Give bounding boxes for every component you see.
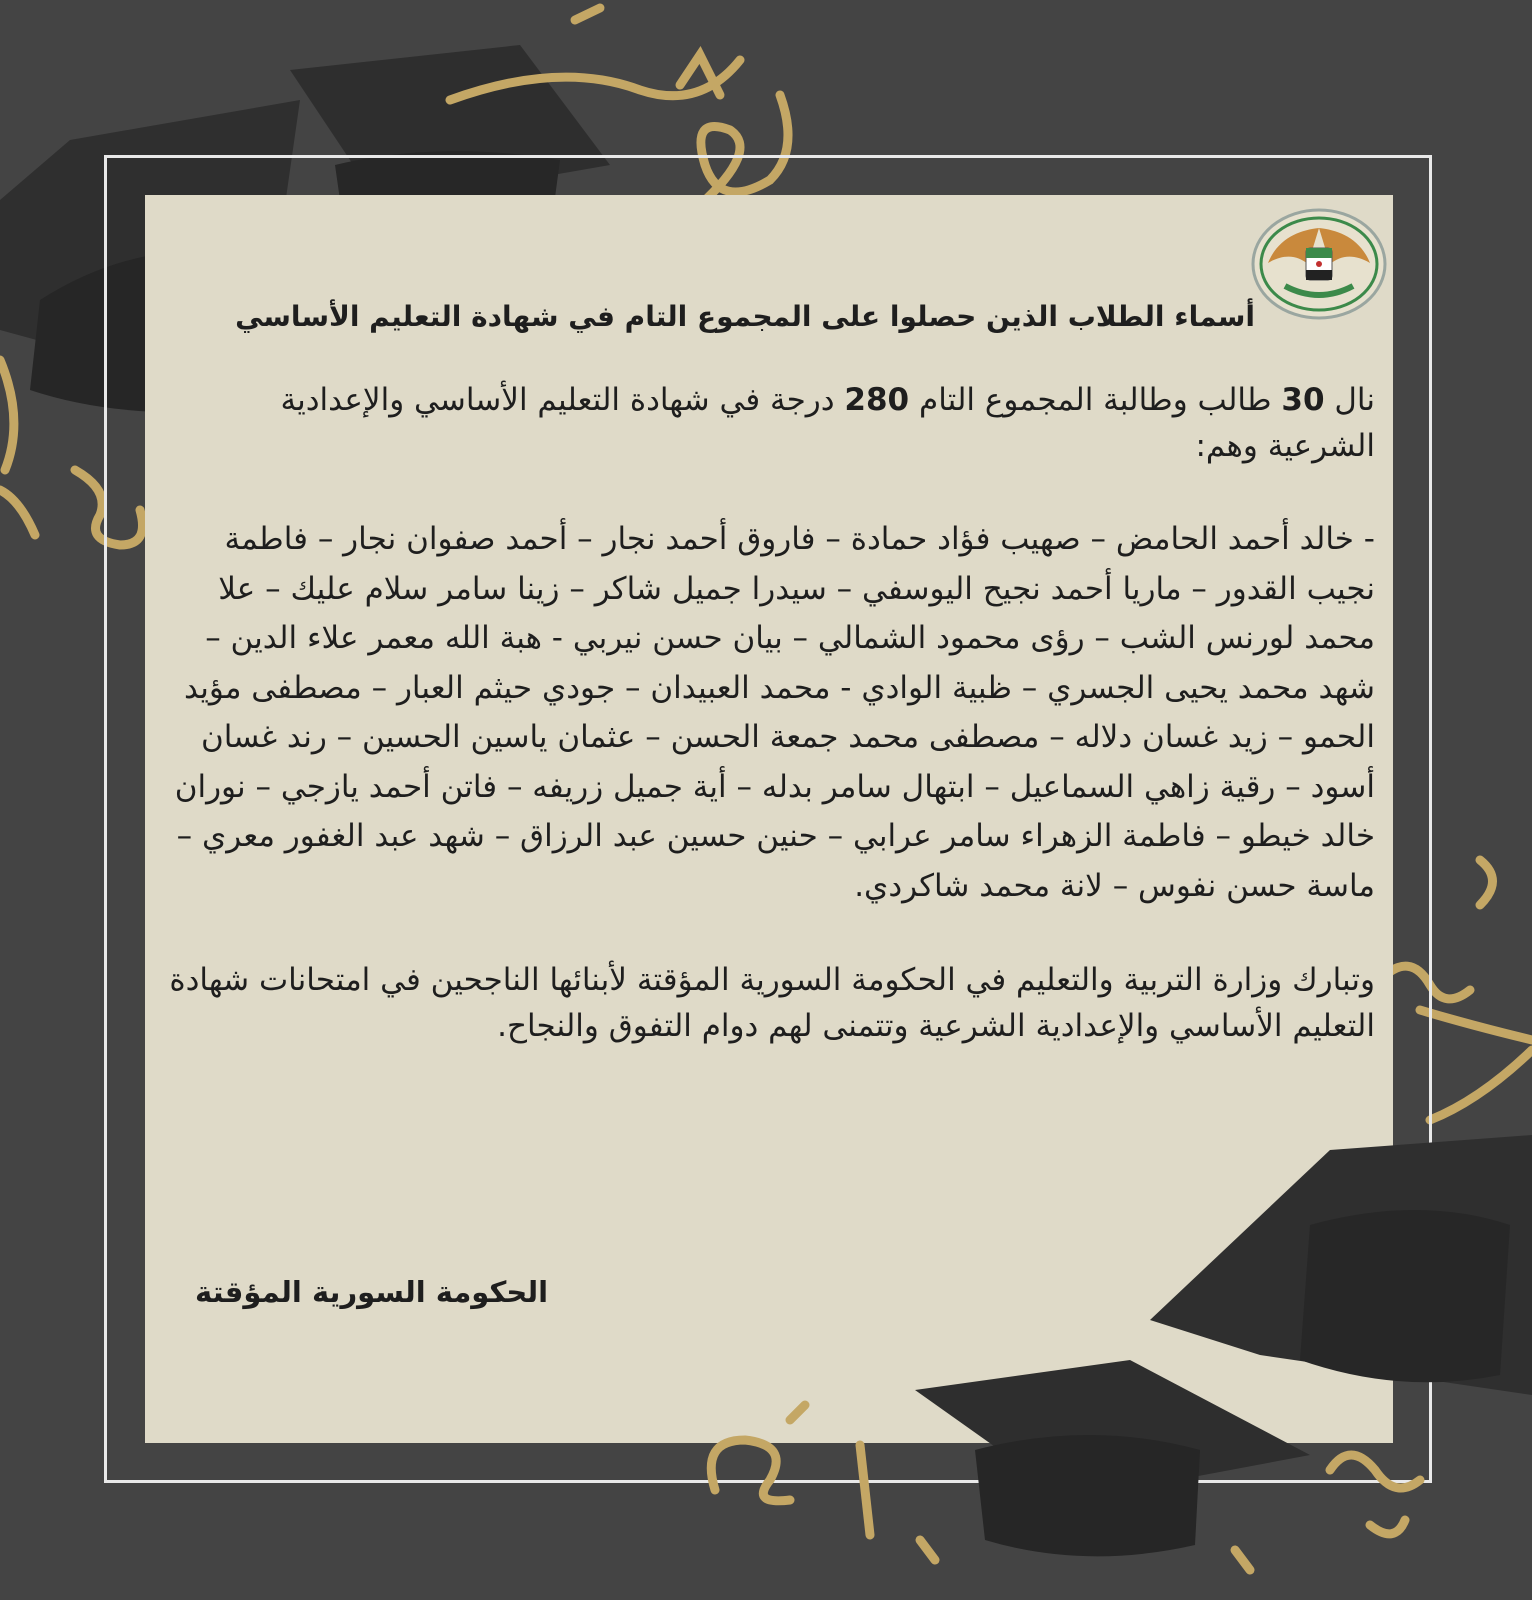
intro-text-part3: درجة في شهادة التعليم الأساسي والإعدادية الشرعية وهم: bbox=[280, 382, 1375, 464]
letter-content bbox=[150, 300, 1375, 1049]
full-score: 280 bbox=[844, 382, 910, 418]
intro-text-part2: طالب وطالبة المجموع التام bbox=[909, 382, 1282, 418]
intro-text-part1: نال bbox=[1324, 382, 1375, 418]
page-title: أسماء الطلاب الذين حصلوا على المجموع التام في شهادة التعليم الأساسي bbox=[235, 300, 1255, 333]
student-count: 30 bbox=[1281, 382, 1325, 418]
signature: الحكومة السورية المؤقتة bbox=[195, 1275, 549, 1309]
congratulations-paragraph: وتبارك وزارة التربية والتعليم في الحكومة السورية المؤقتة لأبنائها الناجحين في امتحانات شهادة التعليم الأساسي والإعدادية الشرعية وتتمنى لهم دوام التفوق والنجاح. bbox=[169, 962, 1375, 1044]
intro-paragraph bbox=[150, 377, 1375, 469]
student-names-list: - خالد أحمد الحامض – صهيب فؤاد حمادة – فاروق أحمد نجار – أحمد صفوان نجار – فاطمة نجيب القدور – ماريا أحمد نجيح اليوسفي – سيدرا جميل شاكر – زينا سامر سلام عليك – علا محمد لورنس الشب – رؤى محمود الشمالي – بيان حسن نيربي - هبة الله معمر علاء الدين – شهد محمد يحيى الجسري – ظبية الوادي - محمد العبيدان – جودي حيثم العبار – مصطفى مؤيد الحمو – زيد غسان دلاله – مصطفى محمد جمعة الحسن – عثمان ياسين الحسين – رند غسان أسود – رقية زاهي السماعيل – ابتهال سامر بدله – أية جميل زريفه – فاتن أحمد يازجي – نوران خالد خيطو – فاطمة الزهراء سامر عرابي – حنين حسين عبد الرزاق – شهد عبد الغفور معري – ماسة حسن نفوس – لانة محمد شاكردي. bbox=[174, 521, 1375, 904]
